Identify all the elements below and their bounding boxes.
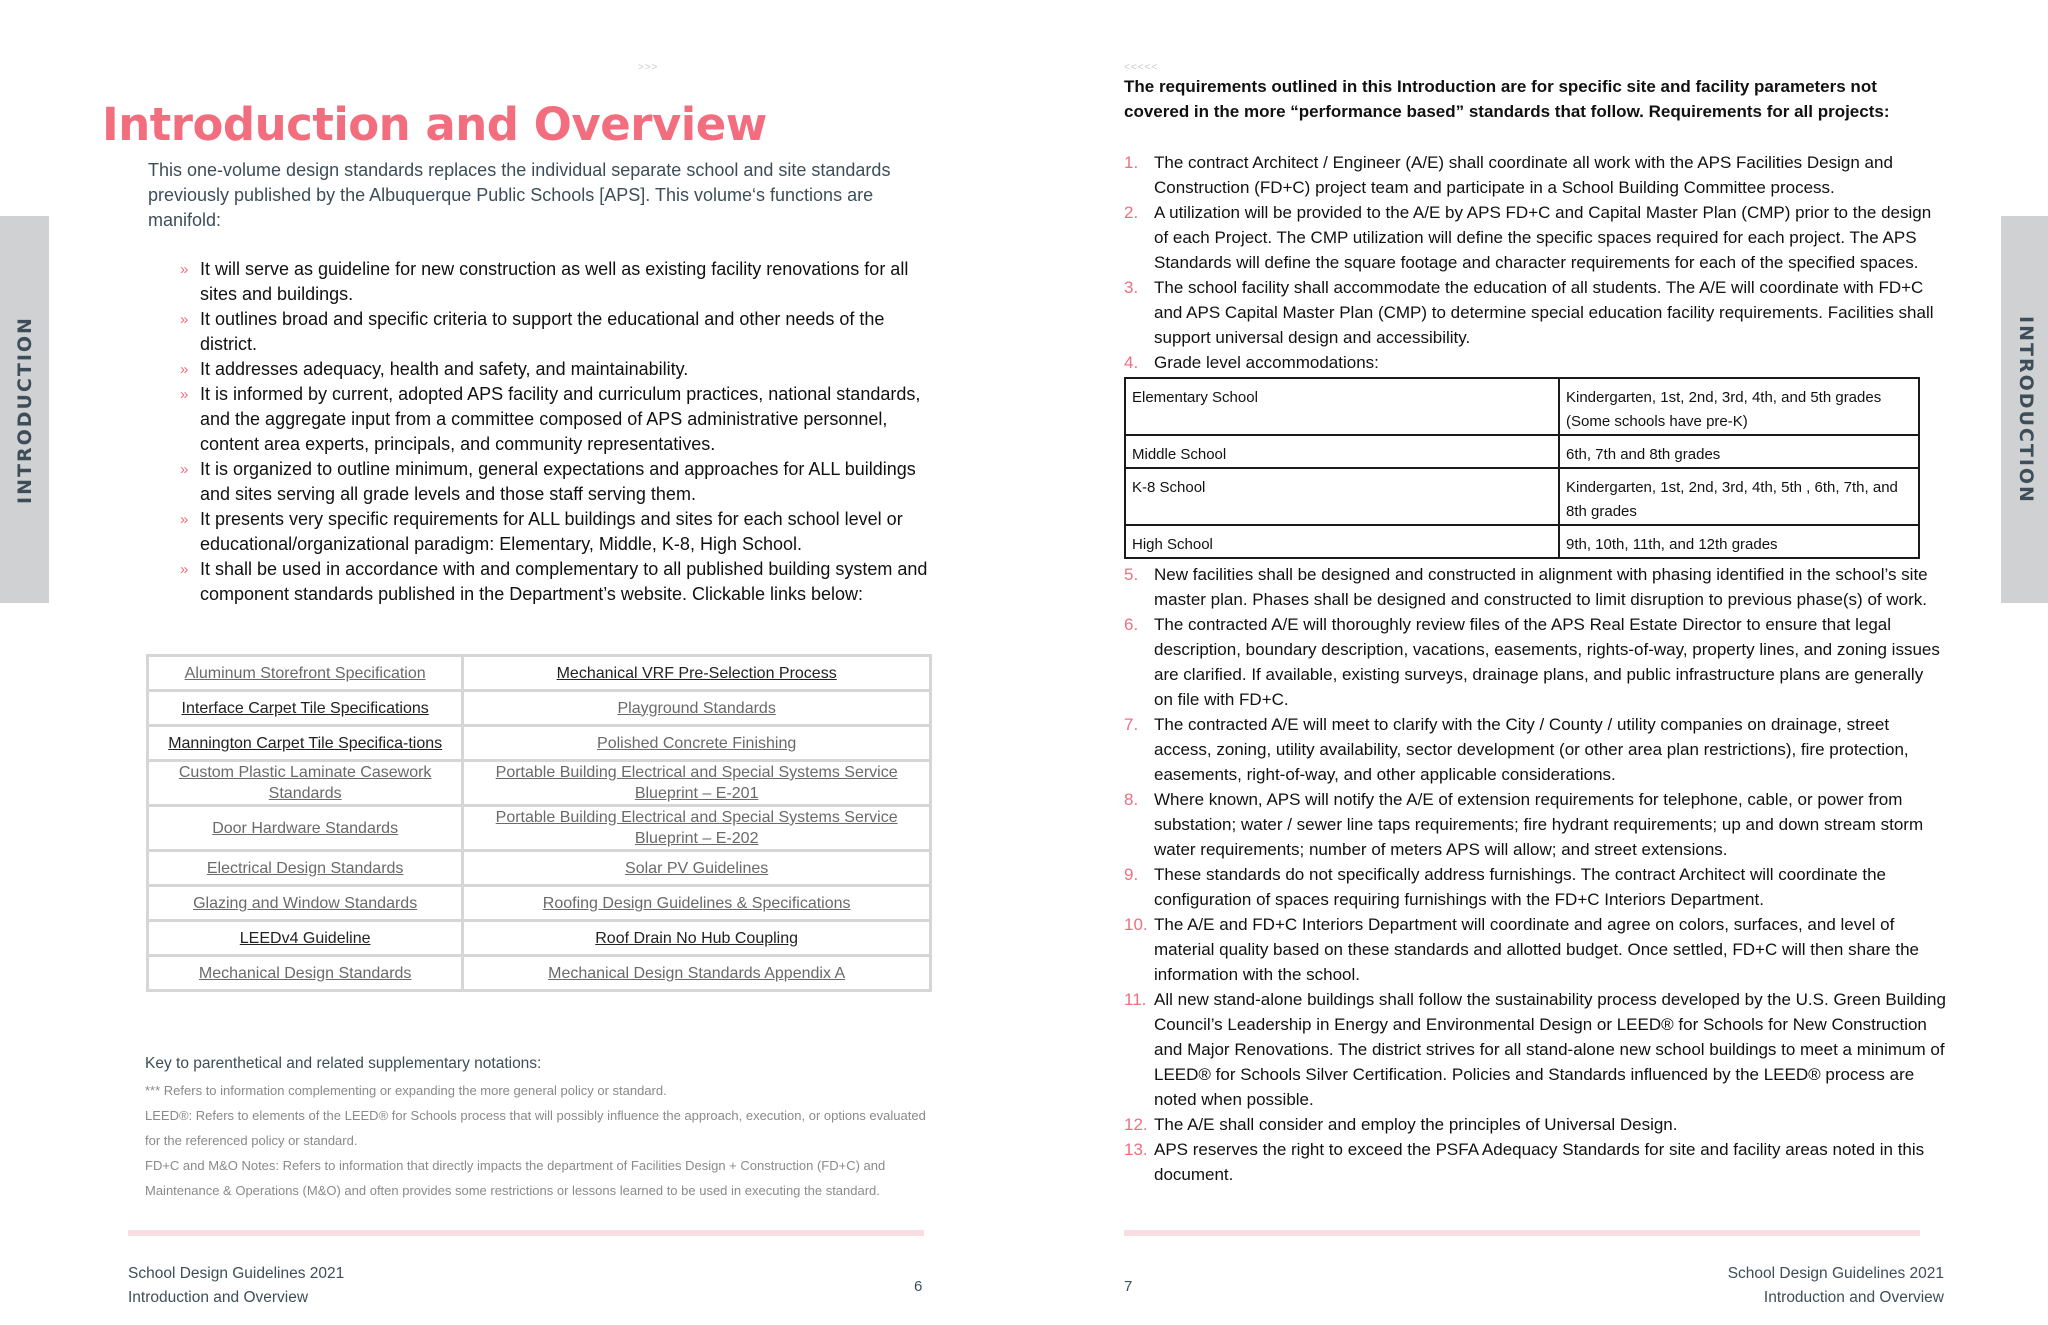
requirement-item	[1124, 562, 1946, 612]
requirement-item	[1124, 350, 1946, 375]
requirement-number: 2.	[1124, 203, 1139, 222]
footer-section: Introduction and Overview	[128, 1289, 309, 1306]
link-cell	[463, 761, 931, 806]
page-number: 6	[914, 1278, 923, 1295]
intro-paragraph: This one-volume design standards replaces the individual separate school and site standards previously published by the Albuquerque Public Schools [APS]. This volume‘s functions are manifold:	[148, 160, 891, 230]
requirement-item	[1124, 200, 1946, 275]
link-cell	[463, 691, 931, 726]
grade-level: Elementary School	[1125, 378, 1559, 435]
requirement-number: 10.	[1124, 915, 1148, 934]
standard-link[interactable]: Interface Carpet Tile Specifications	[181, 699, 429, 717]
requirement-text: The contracted A/E will meet to clarify with the City / County / utility companies on drainage, street access, zoning, utility availability, sector development (or other area plan restrictions), fire protection, easements, right-of-way, and other applicable considerations.	[1154, 715, 1909, 784]
bullet-text: It addresses adequacy, health and safety, and maintainability.	[200, 359, 689, 379]
standard-link[interactable]: LEEDv4 Guideline	[239, 929, 371, 947]
standard-link[interactable]: Mannington Carpet Tile Specifica-tions	[168, 734, 443, 752]
link-cell	[148, 691, 463, 726]
requirement-number: 5.	[1124, 565, 1139, 584]
requirement-text: Grade level accommodations:	[1154, 353, 1379, 372]
side-tab-left	[0, 216, 49, 603]
footer-rule	[128, 1230, 924, 1236]
right-page	[1024, 0, 2048, 1325]
requirement-item	[1124, 150, 1946, 200]
grade-level: K-8 School	[1125, 468, 1559, 525]
standard-link[interactable]: Portable Building Electrical and Special Systems Service Blueprint – E-202	[495, 809, 898, 847]
grade-range: Kindergarten, 1st, 2nd, 3rd, 4th, 5th , 6th, 7th, and 8th grades	[1559, 468, 1919, 525]
bullet-item	[180, 307, 938, 357]
link-row	[148, 726, 931, 761]
link-cell	[148, 956, 463, 991]
requirement-item	[1124, 1137, 1946, 1187]
requirement-item	[1124, 787, 1946, 862]
grade-table-wrapper	[1124, 377, 1946, 559]
grade-level: Middle School	[1125, 435, 1559, 468]
standard-link[interactable]: Polished Concrete Finishing	[597, 734, 797, 752]
bullet-item	[180, 557, 938, 607]
link-row	[148, 806, 931, 851]
page-marker: <<<<<	[1124, 62, 1159, 73]
requirement-number: 8.	[1124, 790, 1139, 809]
link-row	[148, 656, 931, 691]
bullet-text: It outlines broad and specific criteria to support the educational and other needs of the district.	[200, 309, 885, 354]
notation-key	[145, 1052, 935, 1203]
notation-key-item: FD+C and M&O Notes: Refers to information that directly impacts the department of Facilities Design + Construction (FD+C) and Maintenance & Operations (M&O) and often provides some restrictions or lessons learned to be used in executing the standard.	[145, 1158, 886, 1198]
page-title: Introduction and Overview	[102, 98, 767, 151]
bullet-text: It is organized to outline minimum, general expectations and approaches for ALL buildings and sites serving all grade levels and those staff serving them.	[200, 459, 916, 504]
standard-link[interactable]: Aluminum Storefront Specification	[184, 664, 426, 682]
requirement-item	[1124, 862, 1946, 912]
side-tab-label: INTRODUCTION	[13, 315, 36, 504]
bullet-text: It is informed by current, adopted APS facility and curriculum practices, national standards, and the aggregate input from a committee composed of APS administrative personnel, content area experts, principals, and community representatives.	[200, 384, 921, 454]
requirement-text: Where known, APS will notify the A/E of extension requirements for telephone, cable, or power from substation; water / sewer line taps requirements; fire hydrant requirements; up and down stream storm water requirements; number of meters APS will allow; and street extensions.	[1154, 790, 1924, 859]
link-cell	[148, 806, 463, 851]
link-cell	[148, 761, 463, 806]
standard-link[interactable]: Portable Building Electrical and Special Systems Service Blueprint – E-201	[495, 764, 898, 802]
notation-key-items	[145, 1078, 935, 1203]
footer-doc-title: School Design Guidelines 2021	[128, 1265, 345, 1282]
grade-range: 6th, 7th and 8th grades	[1559, 435, 1919, 468]
function-list	[180, 257, 938, 607]
requirement-number: 11.	[1124, 990, 1147, 1009]
standard-link[interactable]: Door Hardware Standards	[212, 819, 399, 837]
bullet-marker: »	[180, 261, 189, 278]
bullet-marker: »	[180, 561, 189, 578]
bullet-item	[180, 457, 938, 507]
link-cell	[463, 656, 931, 691]
requirement-number: 4.	[1124, 353, 1139, 372]
bullet-marker: »	[180, 361, 189, 378]
link-row	[148, 761, 931, 806]
footer-rule	[1124, 1230, 1920, 1236]
requirement-number: 12.	[1124, 1115, 1148, 1134]
standard-link[interactable]: Solar PV Guidelines	[625, 859, 769, 877]
link-cell	[463, 921, 931, 956]
bullet-item	[180, 357, 938, 382]
page-marker: >>>	[638, 62, 659, 73]
link-row	[148, 851, 931, 886]
requirement-number: 7.	[1124, 715, 1139, 734]
requirement-item	[1124, 712, 1946, 787]
bullet-marker: »	[180, 511, 189, 528]
requirement-item	[1124, 912, 1946, 987]
notation-key-item: *** Refers to information complementing or expanding the more general policy or standard.	[145, 1083, 667, 1098]
notation-key-heading: Key to parenthetical and related supplementary notations:	[145, 1055, 542, 1072]
side-tab-label: INTRODUCTION	[2014, 315, 2037, 504]
grade-row	[1125, 378, 1919, 435]
requirement-number: 1.	[1124, 153, 1139, 172]
standard-link[interactable]: Mechanical Design Standards	[198, 964, 412, 982]
requirements-intro: The requirements outlined in this Introduction are for specific site and facility parameters not covered in the more “performance based” standards that follow. Requirements for all projects:	[1124, 77, 1890, 121]
standard-link[interactable]: Mechanical VRF Pre-Selection Process	[556, 664, 837, 682]
standard-link[interactable]: Roofing Design Guidelines & Specifications	[542, 894, 851, 912]
standard-link[interactable]: Roof Drain No Hub Coupling	[595, 929, 799, 947]
requirement-text: The A/E shall consider and employ the principles of Universal Design.	[1154, 1115, 1678, 1134]
link-row	[148, 886, 931, 921]
bullet-text: It shall be used in accordance with and complementary to all published building system and component standards published in the Department’s website. Clickable links below:	[200, 559, 928, 604]
bullet-item	[180, 382, 938, 457]
standard-link[interactable]: Playground Standards	[617, 699, 776, 717]
requirement-number: 13.	[1124, 1140, 1148, 1159]
standards-links-table	[146, 654, 932, 992]
requirement-text: These standards do not specifically address furnishings. The contract Architect will coordinate the configuration of spaces requiring furnishings with the FD+C Interiors Department.	[1154, 865, 1887, 909]
grade-row	[1125, 525, 1919, 558]
standard-link[interactable]: Custom Plastic Laminate Casework Standards	[178, 764, 432, 802]
requirement-text: The school facility shall accommodate the education of all students. The A/E will coordinate with FD+C and APS Capital Master Plan (CMP) to determine special education facility requirements. Facilities shall support universal design and accessibility.	[1154, 278, 1934, 347]
requirements-list	[1124, 150, 1946, 1187]
requirement-text: APS reserves the right to exceed the PSFA Adequacy Standards for site and facility areas noted in this document.	[1154, 1140, 1925, 1184]
grade-row	[1125, 435, 1919, 468]
grade-range: Kindergarten, 1st, 2nd, 3rd, 4th, and 5th grades (Some schools have pre-K)	[1559, 378, 1919, 435]
link-row	[148, 691, 931, 726]
requirement-item	[1124, 275, 1946, 350]
requirement-number: 9.	[1124, 865, 1139, 884]
link-cell	[463, 726, 931, 761]
requirement-number: 6.	[1124, 615, 1139, 634]
requirement-item	[1124, 1112, 1946, 1137]
requirement-number: 3.	[1124, 278, 1139, 297]
page-number: 7	[1124, 1278, 1133, 1295]
link-cell	[148, 656, 463, 691]
link-row	[148, 921, 931, 956]
bullet-text: It will serve as guideline for new construction as well as existing facility renovations for all sites and buildings.	[200, 259, 909, 304]
grade-level: High School	[1125, 525, 1559, 558]
grade-range: 9th, 10th, 11th, and 12th grades	[1559, 525, 1919, 558]
requirement-text: The contract Architect / Engineer (A/E) shall coordinate all work with the APS Facilities Design and Construction (FD+C) project team and participate in a School Building Committee process.	[1154, 153, 1893, 197]
requirement-text: All new stand-alone buildings shall follow the sustainability process developed by the U.S. Green Building Council’s Leadership in Energy and Environmental Design or LEED® for Schools for New Construction and Major Renovations. The district strives for all stand-alone new school buildings to meet a minimum of LEED® for Schools Silver Certification. Policies and Standards influenced by the LEED® process are noted when possible.	[1154, 990, 1946, 1109]
link-cell	[463, 806, 931, 851]
link-cell	[463, 956, 931, 991]
bullet-marker: »	[180, 386, 189, 403]
bullet-item	[180, 257, 938, 307]
grade-level-table	[1124, 377, 1920, 559]
link-cell	[148, 886, 463, 921]
link-cell	[463, 886, 931, 921]
bullet-marker: »	[180, 461, 189, 478]
link-cell	[148, 921, 463, 956]
standard-link[interactable]: Glazing and Window Standards	[193, 894, 418, 912]
standard-link[interactable]: Electrical Design Standards	[206, 859, 404, 877]
link-cell	[463, 851, 931, 886]
bullet-text: It presents very specific requirements for ALL buildings and sites for each school level or educational/organizational paradigm: Elementary, Middle, K-8, High School.	[200, 509, 903, 554]
side-tab-right	[2001, 216, 2048, 603]
footer-doc-title: School Design Guidelines 2021	[1727, 1265, 1944, 1282]
bullet-item	[180, 507, 938, 557]
requirement-text: A utilization will be provided to the A/E by APS FD+C and Capital Master Plan (CMP) prior to the design of each Project. The CMP utilization will define the specific spaces required for each project. The APS Standards will define the square footage and character requirements for each of the specified spaces.	[1154, 203, 1932, 272]
link-row	[148, 956, 931, 991]
footer-section: Introduction and Overview	[1763, 1289, 1944, 1306]
requirement-text: The A/E and FD+C Interiors Department will coordinate and agree on colors, surfaces, and level of material quality based on these standards and allotted budget. Once settled, FD+C will then share the information with the school.	[1154, 915, 1919, 984]
requirement-item	[1124, 612, 1946, 712]
notation-key-item: LEED®: Refers to elements of the LEED® for Schools process that will possibly influence the approach, execution, or options evaluated for the referenced policy or standard.	[145, 1108, 926, 1148]
requirement-item	[1124, 987, 1946, 1112]
link-cell	[148, 851, 463, 886]
bullet-marker: »	[180, 311, 189, 328]
grade-row	[1125, 468, 1919, 525]
standard-link[interactable]: Mechanical Design Standards Appendix A	[548, 964, 846, 982]
requirement-text: The contracted A/E will thoroughly review files of the APS Real Estate Director to ensure that legal description, boundary description, vacations, easements, rights-of-way, property lines, and zoning issues are clarified. If available, existing surveys, drainage plans, and public infrastructure plans are generally on file with FD+C.	[1154, 615, 1940, 709]
requirement-text: New facilities shall be designed and constructed in alignment with phasing identified in the school’s site master plan. Phases shall be designed and constructed to limit disruption to previous phase(s) of work.	[1154, 565, 1928, 609]
link-cell	[148, 726, 463, 761]
